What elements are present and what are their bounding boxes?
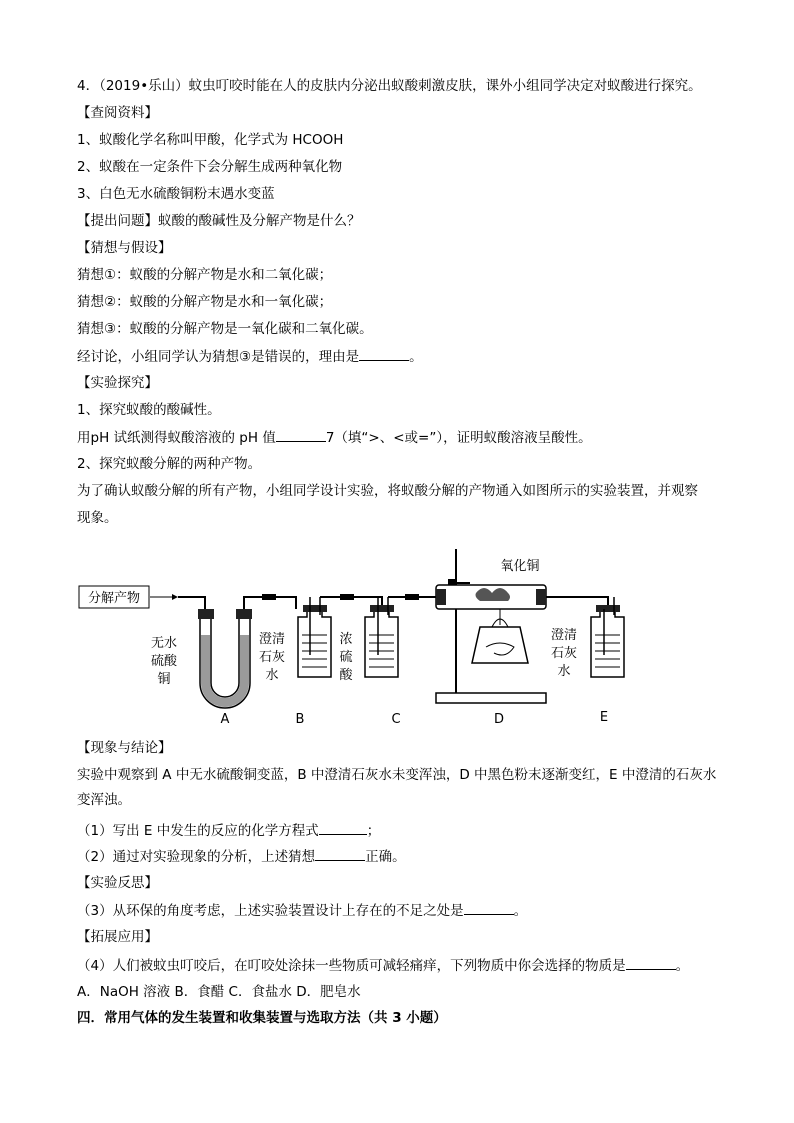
research-item-3: 3、白色无水硫酸铜粉末遇水变蓝 xyxy=(77,186,275,202)
question-number: 4． xyxy=(77,78,100,94)
apparatus-diagram xyxy=(0,535,794,735)
source-label: 分解产物 xyxy=(87,591,141,606)
answer-blank-hypothesis[interactable] xyxy=(315,846,365,861)
label-a-line3: 铜 xyxy=(157,672,171,687)
hypothesis-1: 猜想①：蚁酸的分解产物是水和二氧化碳； xyxy=(77,267,333,283)
answer-blank-reason[interactable] xyxy=(359,346,409,361)
application-options: A．NaOH 溶液 B．食醋 C．食盐水 D．肥皂水 xyxy=(77,984,361,1000)
reflection-title: 【实验反思】 xyxy=(77,875,158,891)
experiment-step-2: 2、探究蚁酸分解的两种产物。 xyxy=(77,456,262,472)
letter-c: C xyxy=(391,712,401,727)
apparatus-e-bottle xyxy=(591,597,624,677)
results-title: 【现象与结论】 xyxy=(77,740,172,756)
arrow-icon xyxy=(172,594,178,600)
experiment-title: 【实验探究】 xyxy=(77,375,158,391)
reflection-q3: （3）从环保的角度考虑，上述实验装置设计上存在的不足之处是 。 xyxy=(77,900,527,921)
experiment-desc-2: 现象。 xyxy=(77,510,118,526)
research-item-1: 1、蚁酸化学名称叫甲酸，化学式为 HCOOH xyxy=(77,132,344,148)
letter-e: E xyxy=(599,710,609,725)
label-e-line3: 水 xyxy=(557,664,571,679)
label-a-line2: 硫酸 xyxy=(150,654,178,669)
research-title: 【查阅资料】 xyxy=(77,105,158,121)
hypothesis-title: 【猜想与假设】 xyxy=(77,240,172,256)
experiment-desc-1: 为了确认蚁酸分解的所有产物，小组同学设计实验，将蚁酸分解的产物通入如图所示的实验装置，并观察 xyxy=(77,483,698,499)
results-text-1: 实验中观察到 A 中无水硫酸铜变蓝，B 中澄清石灰水未变浑浊，D 中黑色粉末逐渐变红，E 中澄清的石灰水 xyxy=(77,767,717,783)
label-c-line3: 酸 xyxy=(339,668,353,683)
experiment-step-1: 1、探究蚁酸的酸碱性。 xyxy=(77,402,221,418)
label-c-line1: 浓 xyxy=(339,632,353,647)
label-b-line3: 水 xyxy=(265,668,279,683)
hypothesis-discussion: 经讨论，小组同学认为猜想③是错误的，理由是 。 xyxy=(77,346,423,367)
application-q4: （4）人们被蚊虫叮咬后，在叮咬处涂抹一些物质可减轻痛痒，下列物质中你会选择的物质是 。 xyxy=(77,955,689,976)
label-e-line2: 石灰 xyxy=(550,646,578,661)
label-b-line2: 石灰 xyxy=(258,650,286,665)
label-a-line1: 无水 xyxy=(150,636,178,651)
experiment-ph-line: 用pH 试纸测得蚁酸溶液的 pH 值 7（填“>、<或=”），证明蚁酸溶液呈酸性。 xyxy=(77,427,592,448)
results-text-2: 变浑浊。 xyxy=(77,792,131,808)
question-intro xyxy=(77,76,702,96)
apparatus-c-bottle xyxy=(365,594,436,677)
letter-d: D xyxy=(493,712,505,727)
letter-b: B xyxy=(295,712,305,727)
label-e-line1: 澄清 xyxy=(550,628,578,643)
letter-a: A xyxy=(220,712,230,727)
research-item-2: 2、蚁酸在一定条件下会分解生成两种氧化物 xyxy=(77,159,343,175)
answer-blank-ph[interactable] xyxy=(276,427,326,442)
answer-blank-choice[interactable] xyxy=(626,955,676,970)
label-d: 氧化铜 xyxy=(500,559,540,574)
question-source: （2019•乐山） xyxy=(99,78,189,94)
label-b-line1: 澄清 xyxy=(258,632,286,647)
question-statement: 【提出问题】蚁酸的酸碱性及分解产物是什么？ xyxy=(77,213,361,229)
results-q1: （1）写出 E 中发生的反应的化学方程式 ； xyxy=(77,820,380,841)
application-title: 【拓展应用】 xyxy=(77,929,158,945)
results-q2: （2）通过对实验现象的分析，上述猜想 正确。 xyxy=(77,846,406,867)
hypothesis-2: 猜想②：蚁酸的分解产物是水和一氧化碳； xyxy=(77,294,333,310)
hypothesis-3: 猜想③：蚁酸的分解产物是一氧化碳和二氧化碳。 xyxy=(77,321,373,337)
question-intro-text: 蚊虫叮咬时能在人的皮肤内分泌出蚁酸刺激皮肤，课外小组同学决定对蚁酸进行探究。 xyxy=(188,78,702,94)
answer-blank-equation[interactable] xyxy=(319,820,367,835)
answer-blank-flaw[interactable] xyxy=(464,900,514,915)
label-c-line2: 硫 xyxy=(339,650,353,665)
section-heading: 四．常用气体的发生装置和收集装置与选取方法（共 3 小题） xyxy=(77,1010,447,1026)
